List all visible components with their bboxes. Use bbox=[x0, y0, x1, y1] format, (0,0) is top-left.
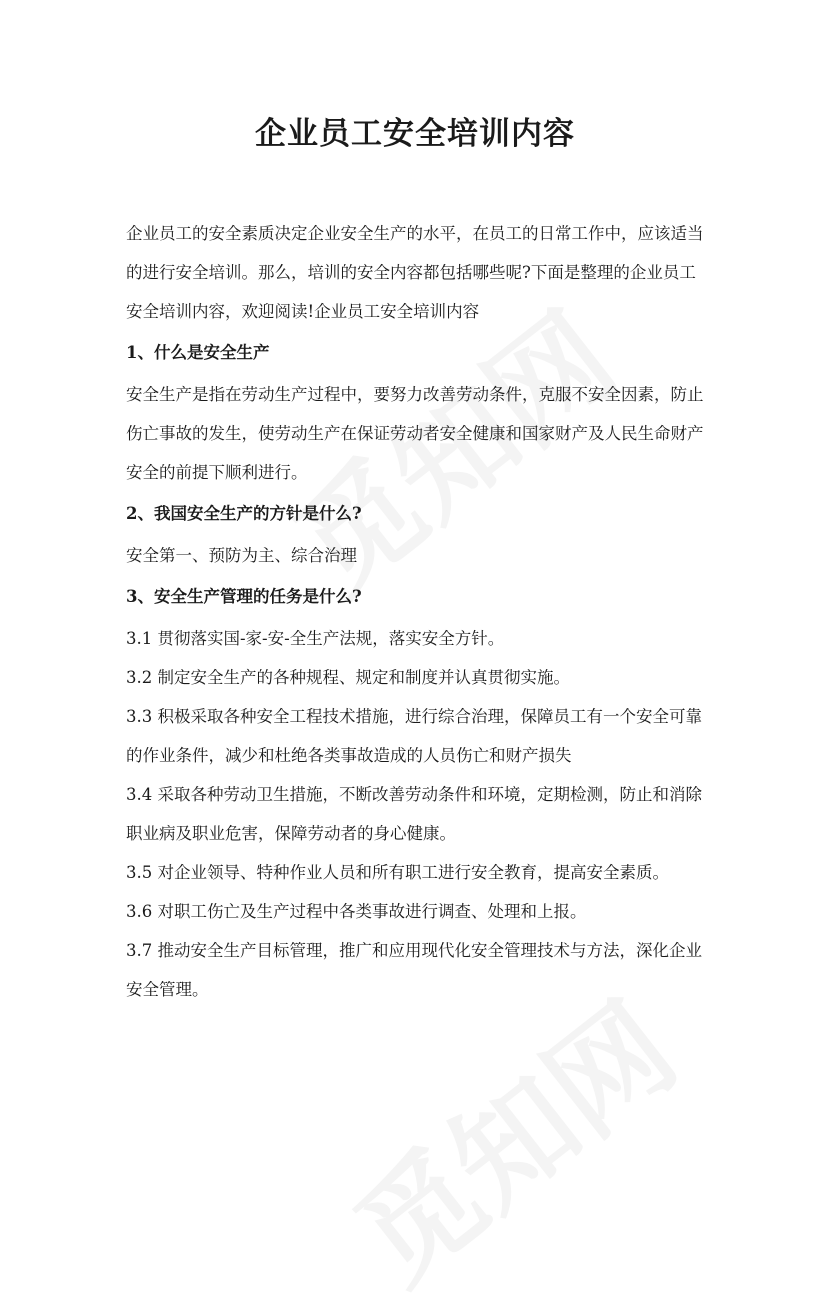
section-paragraph: 安全第一、预防为主、综合治理 bbox=[126, 546, 357, 565]
page-title: 企业员工安全培训内容 bbox=[255, 116, 575, 152]
section-heading: 3、安全生产管理的任务是什么? bbox=[126, 587, 362, 606]
intro-paragraph: 企业员工的安全素质决定企业安全生产的水平，在员工的日常工作中，应该适当的进行安全培训。那么，培训的安全内容都包括哪些呢?下面是整理的企业员工安全培训内容，欢迎阅读!企业员工安全培训内容 bbox=[126, 224, 704, 321]
list-item: 3.2 制定安全生产的各种规程、规定和制度并认真贯彻实施。 bbox=[126, 668, 570, 687]
list-item: 3.3 积极采取各种安全工程技术措施，进行综合治理，保障员工有一个安全可靠的作业条件，减少和杜绝各类事故造成的人员伤亡和财产损失 bbox=[126, 707, 702, 765]
document-body bbox=[126, 214, 712, 1009]
watermark bbox=[315, 957, 705, 1314]
list-item: 3.7 推动安全生产目标管理，推广和应用现代化安全管理技术与方法，深化企业安全管理。 bbox=[126, 941, 702, 999]
list-item: 3.1 贯彻落实国-家-安-全生产法规，落实安全方针。 bbox=[126, 629, 505, 648]
list-item: 3.5 对企业领导、特种作业人员和所有职工进行安全教育，提高安全素质。 bbox=[126, 863, 669, 882]
list-item: 3.4 采取各种劳动卫生措施，不断改善劳动条件和环境，定期检测，防止和消除职业病及职业危害，保障劳动者的身心健康。 bbox=[126, 785, 702, 843]
section-heading: 1、什么是安全生产 bbox=[126, 343, 270, 362]
section-heading: 2、我国安全生产的方针是什么? bbox=[126, 504, 362, 523]
section-paragraph: 安全生产是指在劳动生产过程中，要努力改善劳动条件，克服不安全因素，防止伤亡事故的发生，使劳动生产在保证劳动者安全健康和国家财产及人民生命财产安全的前提下顺利进行。 bbox=[126, 385, 704, 482]
list-item: 3.6 对职工伤亡及生产过程中各类事故进行调查、处理和上报。 bbox=[126, 902, 587, 921]
